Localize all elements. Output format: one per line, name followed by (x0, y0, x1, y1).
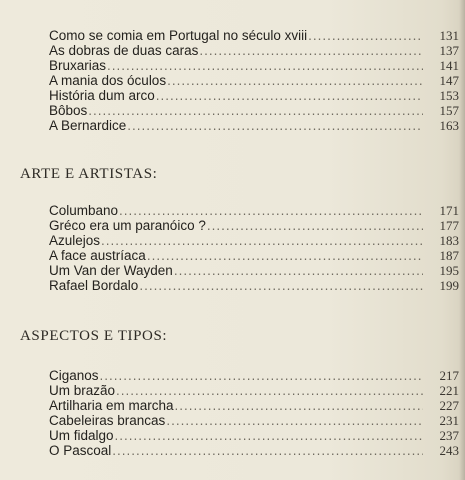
toc-entry-title: Azulejos (49, 233, 101, 248)
dot-leader (147, 248, 423, 263)
toc-entry (49, 28, 459, 43)
toc-page-number: 147 (439, 73, 459, 88)
toc-entry-title: História dum arco (49, 88, 155, 103)
toc-entry (49, 368, 459, 383)
section-heading: ASPECTOS E TIPOS: (20, 328, 168, 344)
toc-entry (49, 203, 459, 218)
toc-entry-title: Gréco era um paranóico ? (49, 218, 206, 233)
toc-page-number: 183 (439, 233, 459, 248)
toc-page-number: 153 (439, 88, 459, 103)
toc-page-number: 157 (439, 103, 459, 118)
dot-leader (207, 218, 423, 233)
toc-page-number: 163 (439, 118, 459, 133)
toc-entry-title: Artilharia em marcha (49, 398, 174, 413)
toc-entry-title: As dobras de duas caras (49, 43, 199, 58)
dot-leader (119, 203, 423, 218)
toc-entry-title: Um brazão (49, 383, 116, 398)
dot-leader (175, 398, 423, 413)
toc-entry (49, 383, 459, 398)
toc-entry-title: O Pascoal (49, 443, 112, 458)
toc-entry (49, 398, 459, 413)
toc-page-number: 137 (439, 43, 459, 58)
toc-entry (49, 73, 459, 88)
dot-leader (116, 383, 423, 398)
toc-entry (49, 118, 459, 133)
toc-entry (49, 278, 459, 293)
dot-leader (308, 28, 423, 43)
toc-entry-title: Bruxarias (49, 58, 107, 73)
dot-leader (115, 428, 423, 443)
toc-entry (49, 218, 459, 233)
toc-entry-title: A mania dos óculos (49, 73, 167, 88)
toc-page-number: 131 (439, 28, 459, 43)
toc-page-number: 171 (439, 203, 459, 218)
dot-leader (107, 58, 423, 73)
toc-page-number: 227 (439, 398, 459, 413)
toc-entry-title: Como se comia em Portugal no século xviii (49, 28, 308, 43)
toc-page-number: 141 (439, 58, 459, 73)
toc-entry (49, 233, 459, 248)
toc-entry-title: Columbano (49, 203, 119, 218)
toc-page-number: 231 (439, 413, 459, 428)
toc-entry-title: Rafael Bordalo (49, 278, 139, 293)
toc-entry (49, 248, 459, 263)
dot-leader (167, 73, 423, 88)
dot-leader (166, 413, 423, 428)
section-heading: ARTE E ARTISTAS: (20, 166, 158, 182)
toc-page-number: 243 (439, 443, 459, 458)
toc-page-number: 237 (439, 428, 459, 443)
toc-entry (49, 103, 459, 118)
toc-page-number: 221 (439, 383, 459, 398)
toc-entry-title: Um fidalgo (49, 428, 114, 443)
dot-leader (88, 103, 423, 118)
toc-entry (49, 443, 459, 458)
dot-leader (199, 43, 423, 58)
dot-leader (100, 368, 423, 383)
toc-page-number: 199 (439, 278, 459, 293)
toc-page-number: 217 (439, 368, 459, 383)
page-edge-shadow (459, 0, 465, 480)
toc-entry-title: Cabeleiras brancas (49, 413, 166, 428)
toc-entry (49, 43, 459, 58)
toc-entry (49, 58, 459, 73)
toc-entry-title: Um Van der Wayden (49, 263, 173, 278)
toc-entry (49, 413, 459, 428)
dot-leader (112, 443, 423, 458)
toc-page-number: 187 (439, 248, 459, 263)
toc-entry-title: A face austríaca (49, 248, 146, 263)
toc-entry-title: A Bernardice (49, 118, 127, 133)
dot-leader (101, 233, 423, 248)
dot-leader (127, 118, 423, 133)
dot-leader (139, 278, 423, 293)
toc-entry (49, 263, 459, 278)
dot-leader (156, 88, 423, 103)
toc-page-number: 177 (439, 218, 459, 233)
toc-entry-title: Ciganos (49, 368, 99, 383)
toc-page-number: 195 (439, 263, 459, 278)
toc-entry-title: Bôbos (49, 103, 88, 118)
dot-leader (174, 263, 423, 278)
toc-entry (49, 428, 459, 443)
toc-entry (49, 88, 459, 103)
